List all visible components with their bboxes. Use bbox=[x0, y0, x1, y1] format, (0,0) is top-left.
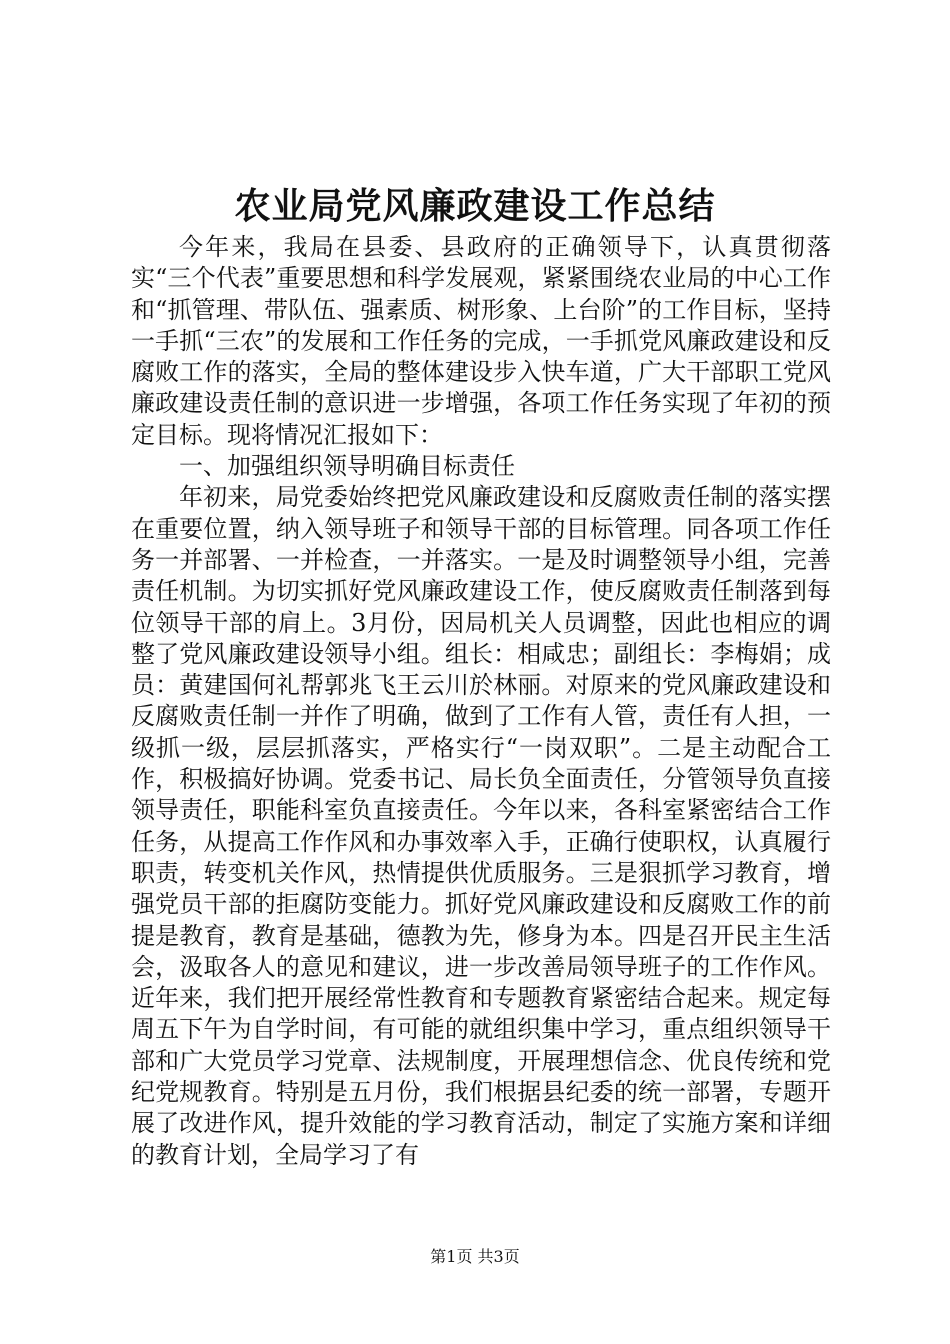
section-heading: 一、加强组织领导明确目标责任 bbox=[179, 452, 515, 481]
document-body bbox=[131, 232, 831, 1171]
page-number-footer: 第1页 共3页 bbox=[430, 1247, 520, 1266]
body-paragraph: 年初来，局党委始终把党风廉政建设和反腐败责任制的落实摆在重要位置，纳入领导班子和领导干部的目标管理。同各项工作任务一并部署、一并检查，一并落实。一是及时调整领导小组，完善责任机制。为切实抓好党风廉政建设工作，使反腐败责任制落到每位领导干部的肩上。3月份，因局机关人员调整，因此也相应的调整了党风廉政建设领导小组。组长：相咸忠；副组长：李梅娟；成员：黄建国何礼帮郭兆飞王云川於林丽。对原来的党风廉政建设和反腐败责任制一并作了明确，做到了工作有人管，责任有人担，一级抓一级，层层抓落实，严格实行“一岗双职”。二是主动配合工作，积极搞好协调。党委书记、局长负全面责任，分管领导负直接领导责任，职能科室负直接责任。今年以来，各科室紧密结合工作任务，从提高工作作风和办事效率入手，正确行使职权，认真履行职责，转变机关作风，热情提供优质服务。三是狠抓学习教育，增强党员干部的拒腐防变能力。抓好党风廉政建设和反腐败工作的前提是教育，教育是基础，德教为先，修身为本。四是召开民主生活会，汲取各人的意见和建议，进一步改善局领导班子的工作作风。近年来，我们把开展经常性教育和专题教育紧密结合起来。规定每周五下午为自学时间，有可能的就组织集中学习，重点组织领导干部和广大党员学习党章、法规制度，开展理想信念、优良传统和党纪党规教育。特别是五月份，我们根据县纪委的统一部署，专题开展了改进作风，提升效能的学习教育活动，制定了实施方案和详细的教育计划，全局学习了有 bbox=[131, 483, 831, 1169]
intro-paragraph: 今年来，我局在县委、县政府的正确领导下，认真贯彻落实“三个代表”重要思想和科学发展观，紧紧围绕农业局的中心工作和“抓管理、带队伍、强素质、树形象、上台阶”的工作目标，坚持一手抓“三农”的发展和工作任务的完成，一手抓党风廉政建设和反腐败工作的落实，全局的整体建设步入快车道，广大干部职工党风廉政建设责任制的意识进一步增强，各项工作任务实现了年初的预定目标。现将情况汇报如下： bbox=[131, 233, 831, 449]
document-title: 农业局党风廉政建设工作总结 bbox=[234, 185, 716, 227]
